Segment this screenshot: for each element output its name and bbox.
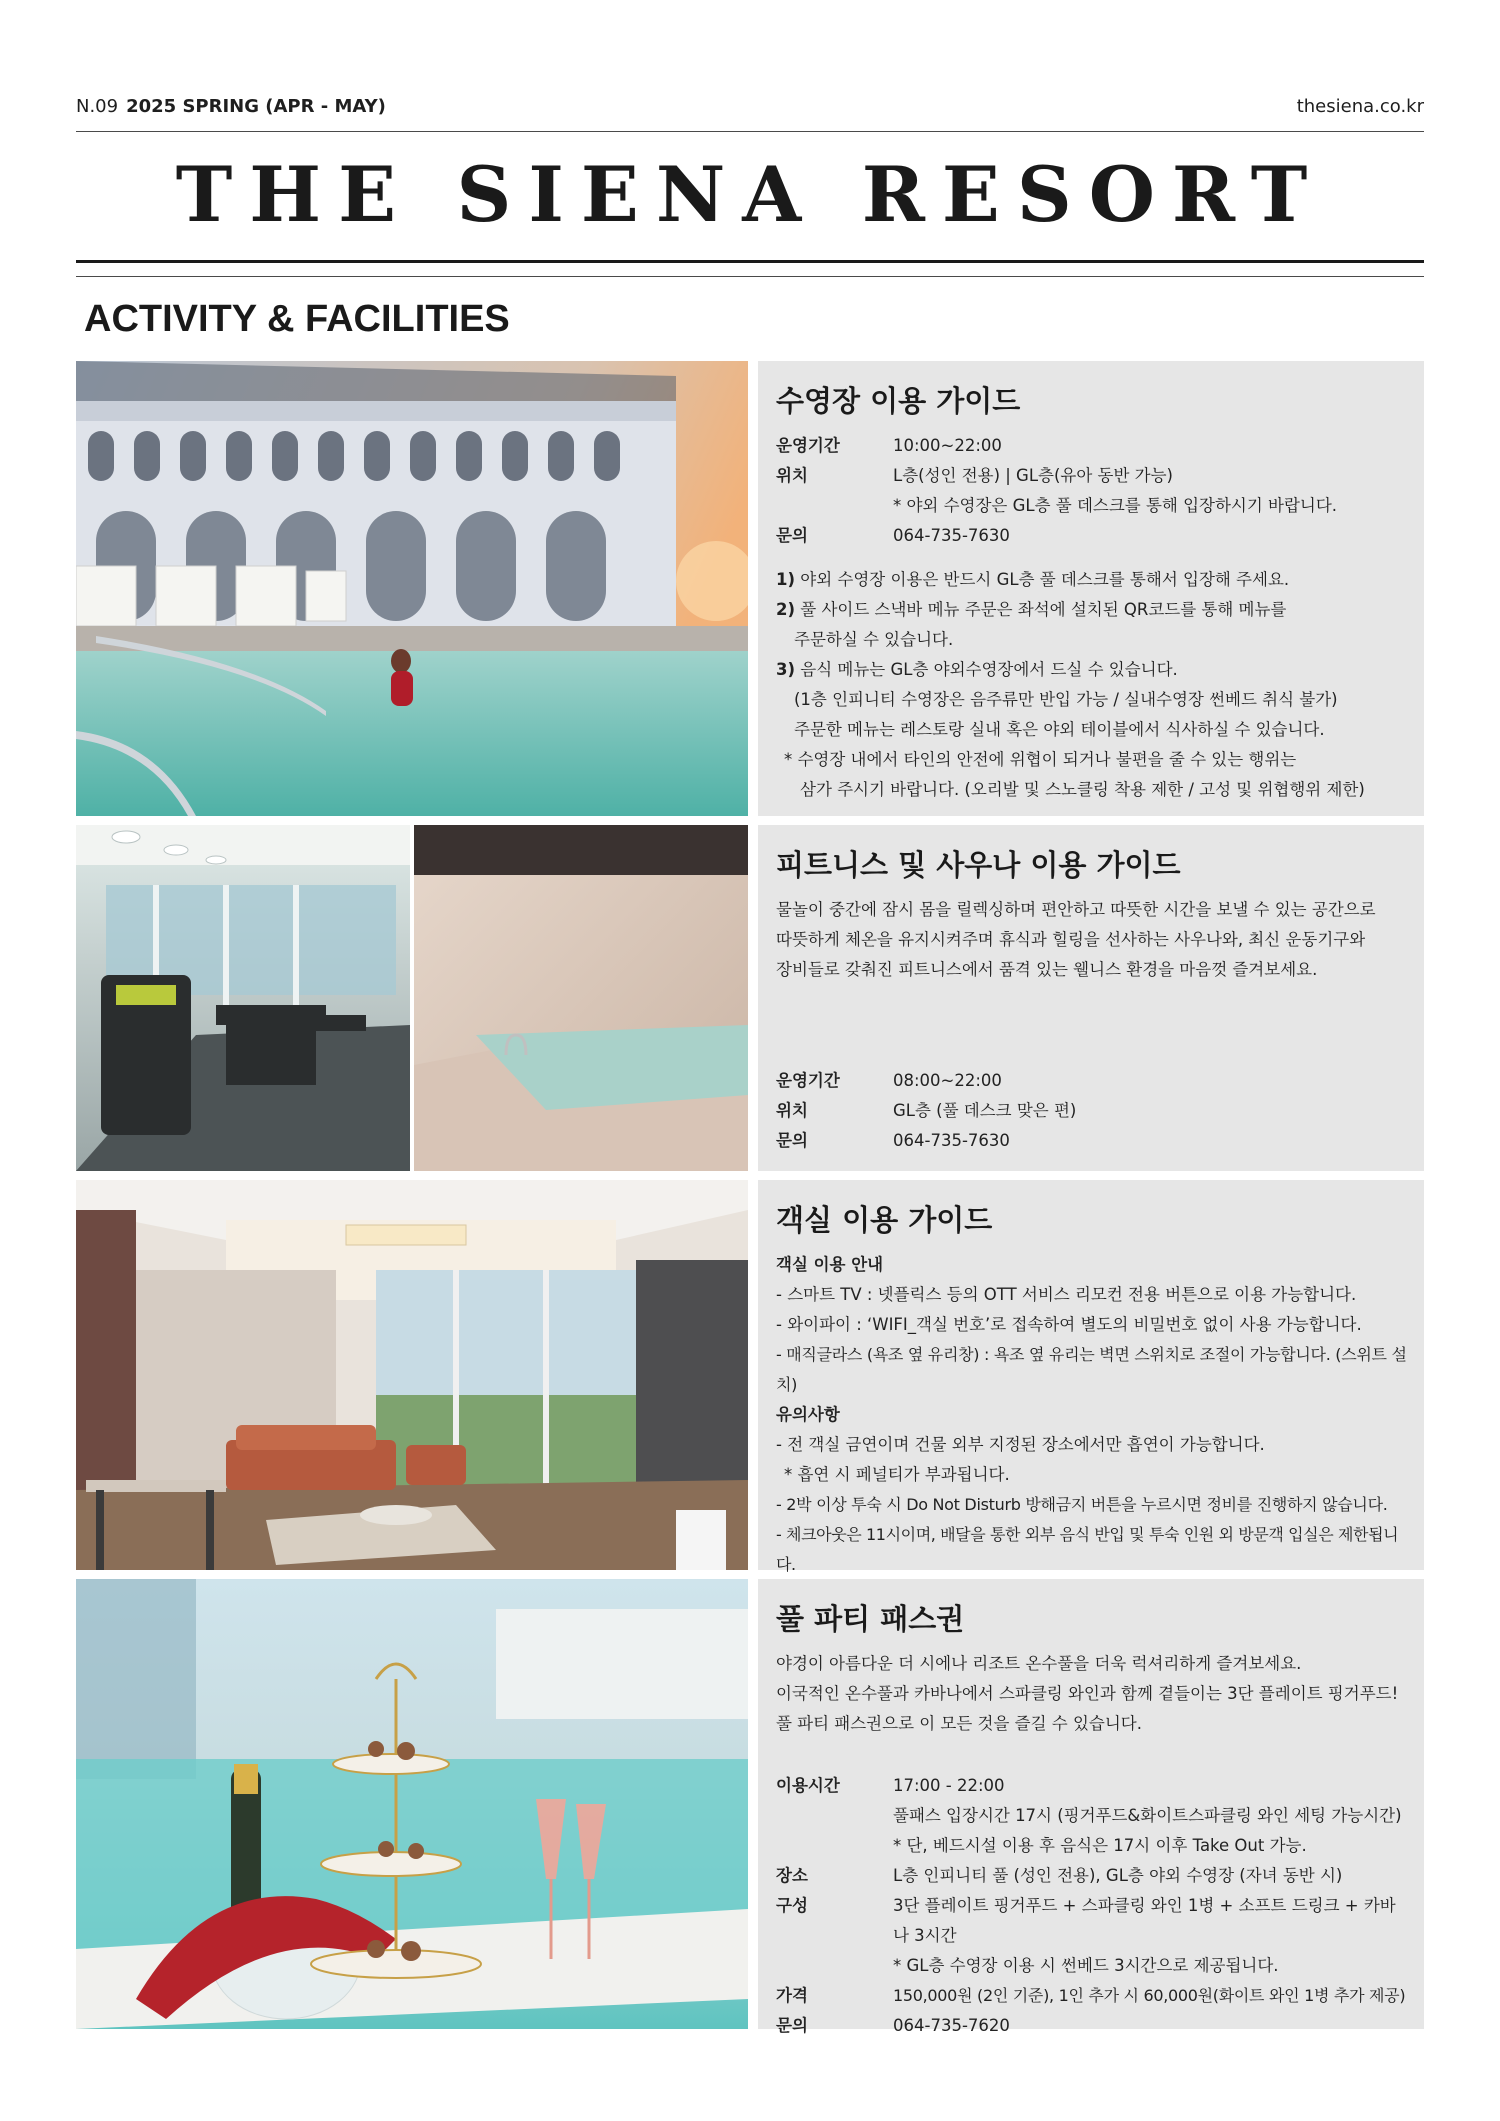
issue-number: N.09 (76, 96, 119, 117)
fitness-section (76, 825, 1424, 1171)
header-divider (76, 131, 1424, 132)
fitness-desc-1: 물놀이 중간에 잠시 몸을 릴렉싱하며 편안하고 따뜻한 시간을 보낼 수 있는 공간으로 (776, 900, 1376, 919)
pool-hours-value: 10:00~22:00 (893, 436, 1002, 455)
masthead-rule-thick (76, 260, 1424, 263)
pool-party-comp-value: 3단 플레이트 핑거푸드 + 스파클링 와인 1병 + 소프트 드링크 + 카바나 3시간 (893, 1896, 1396, 1945)
room-info-1: - 스마트 TV : 넷플릭스 등의 OTT 서비스 리모컨 전용 버튼으로 이용 가능합니다. (776, 1285, 1357, 1304)
masthead-rule-thin (76, 276, 1424, 277)
pool-contact-value: 064-735-7630 (893, 526, 1010, 545)
pool-note-2 (776, 595, 1408, 625)
pool-party-time-label: 이용시간 (776, 1776, 840, 1795)
pool-note-3-num: 3) (776, 660, 796, 679)
pool-guide-panel (758, 361, 1424, 816)
pool-party-panel (758, 1579, 1424, 2035)
room-info-3: - 매직글라스 (욕조 옆 유리창) : 욕조 옆 유리는 벽면 스위치로 조절이 가능합니다. (스위트 설치) (776, 1345, 1407, 1394)
fitness-contact-value: 064-735-7630 (893, 1131, 1010, 1150)
fitness-hours-value: 08:00~22:00 (893, 1071, 1002, 1090)
room-caution-3: - 체크아웃은 11시이며, 배달을 통한 외부 음식 반입 및 투숙 인원 외 방문객 입실은 제한됩니다. (776, 1525, 1399, 1574)
pool-party-desc-2: 이국적인 온수풀과 카바나에서 스파클링 와인과 함께 곁들이는 3단 플레이트 핑거푸드! (776, 1684, 1399, 1703)
pool-note-1-num: 1) (776, 570, 796, 589)
issue-bar (76, 96, 1424, 120)
room-caution-1: - 전 객실 금연이며 건물 외부 지정된 장소에서만 흡연이 가능합니다. (776, 1435, 1265, 1454)
room-photo (76, 1180, 748, 1570)
fitness-location-label: 위치 (776, 1101, 808, 1120)
pool-notes (776, 565, 1408, 805)
pool-info-table (776, 431, 1408, 551)
pool-party-price-value: 150,000원 (2인 기준), 1인 추가 시 60,000원(화이트 와인 1병 추가 제공) (893, 1986, 1406, 2005)
pool-party-place-value: L층 인피니티 풀 (성인 전용), GL층 야외 수영장 (자녀 동반 시) (893, 1866, 1343, 1885)
pool-party-time-value: 17:00 - 22:00 (893, 1776, 1005, 1795)
pool-note-3-text: 음식 메뉴는 GL층 야외수영장에서 드실 수 있습니다. (800, 660, 1178, 679)
section-title: ACTIVITY & FACILITIES (84, 298, 510, 340)
pool-note-4: * 수영장 내에서 타인의 안전에 위협이 되거나 불편을 줄 수 있는 행위는 (784, 750, 1297, 769)
pool-location-value: L층(성인 전용) | GL층(유아 동반 가능) (893, 466, 1173, 485)
fitness-hours-label: 운영기간 (776, 1071, 840, 1090)
pool-party-contact-label: 문의 (776, 2016, 808, 2035)
fitness-guide-title: 피트니스 및 사우나 이용 가이드 (776, 848, 1181, 882)
fitness-guide-panel (758, 825, 1424, 1171)
fitness-desc-2: 따뜻하게 체온을 유지시켜주며 휴식과 힐링을 선사하는 사우나와, 최신 운동기구와 (776, 930, 1366, 949)
fitness-info-table (776, 1066, 1408, 1156)
masthead-title: THE SIENA RESORT (175, 150, 1325, 239)
pool-note-1-text: 야외 수영장 이용은 반드시 GL층 풀 데스크를 통해서 입장해 주세요. (800, 570, 1290, 589)
fitness-photo (76, 825, 748, 1171)
pool-location-note: * 야외 수영장은 GL층 풀 데스크를 통해 입장하시기 바랍니다. (893, 496, 1338, 515)
pool-note-3-sub2: 주문한 메뉴는 레스토랑 실내 혹은 야외 테이블에서 식사하실 수 있습니다. (794, 720, 1325, 739)
fitness-contact-label: 문의 (776, 1131, 808, 1150)
pool-party-desc-3: 풀 파티 패스권으로 이 모든 것을 즐길 수 있습니다. (776, 1714, 1142, 1733)
pool-note-3 (776, 655, 1408, 685)
pool-note-2-num: 2) (776, 600, 796, 619)
pool-guide-title: 수영장 이용 가이드 (776, 384, 1021, 418)
room-section (76, 1180, 1424, 1574)
room-info-2: - 와이파이 : ‘WIFI_객실 번호’로 접속하여 별도의 비밀번호 없이 사용 가능합니다. (776, 1315, 1362, 1334)
room-guide-panel (758, 1180, 1424, 1574)
pool-section (76, 361, 1424, 816)
fitness-desc-3: 장비들로 갖춰진 피트니스에서 품격 있는 웰니스 환경을 마음껏 즐겨보세요. (776, 960, 1318, 979)
pool-note-2-cont: 주문하실 수 있습니다. (794, 630, 954, 649)
pool-party-price-label: 가격 (776, 1986, 808, 2005)
pool-party-comp-note: * GL층 수영장 이용 시 썬베드 3시간으로 제공됩니다. (893, 1956, 1279, 1975)
pool-party-time-note-1: 풀패스 입장시간 17시 (핑거푸드&화이트스파클링 와인 세팅 가능시간) (893, 1806, 1402, 1825)
pool-note-2-text: 풀 사이드 스낵바 메뉴 주문은 좌석에 설치된 QR코드를 통해 메뉴를 (800, 600, 1287, 619)
room-caution-heading: 유의사항 (776, 1405, 840, 1424)
pool-party-title: 풀 파티 패스권 (776, 1602, 965, 1636)
pool-party-comp-label: 구성 (776, 1896, 808, 1915)
room-info-heading: 객실 이용 안내 (776, 1255, 884, 1274)
pool-party-photo (76, 1579, 748, 2029)
room-guide-title: 객실 이용 가이드 (776, 1203, 993, 1237)
pool-party-desc-1: 야경이 아름다운 더 시에나 리조트 온수풀을 더욱 럭셔리하게 즐겨보세요. (776, 1654, 1302, 1673)
room-caution-2: - 2박 이상 투숙 시 Do Not Disturb 방해금지 버튼을 누르시면 정비를 진행하지 않습니다. (776, 1495, 1388, 1514)
website-link[interactable]: thesiena.co.kr (1296, 96, 1424, 117)
pool-hours-label: 운영기간 (776, 436, 840, 455)
issue-season: 2025 SPRING (APR - MAY) (126, 96, 386, 117)
room-caution-1-note: * 흡연 시 페널티가 부과됩니다. (784, 1465, 1010, 1484)
fitness-location-value: GL층 (풀 데스크 맞은 편) (893, 1101, 1077, 1120)
pool-location-label: 위치 (776, 466, 808, 485)
pool-note-1 (776, 565, 1408, 595)
pool-party-info-table (776, 1771, 1408, 2041)
pool-party-place-label: 장소 (776, 1866, 808, 1885)
pool-contact-label: 문의 (776, 526, 808, 545)
pool-photo (76, 361, 748, 816)
pool-note-4-cont: 삼가 주시기 바랍니다. (오리발 및 스노클링 착용 제한 / 고성 및 위협행위 제한) (800, 780, 1365, 799)
pool-party-time-note-2: * 단, 베드시설 이용 후 음식은 17시 이후 Take Out 가능. (893, 1836, 1307, 1855)
pool-note-3-sub1: (1층 인피니티 수영장은 음주류만 반입 가능 / 실내수영장 썬베드 취식 불가) (794, 690, 1338, 709)
pool-party-section (76, 1579, 1424, 2035)
pool-party-contact-value: 064-735-7620 (893, 2016, 1010, 2035)
issue-info (76, 96, 386, 117)
